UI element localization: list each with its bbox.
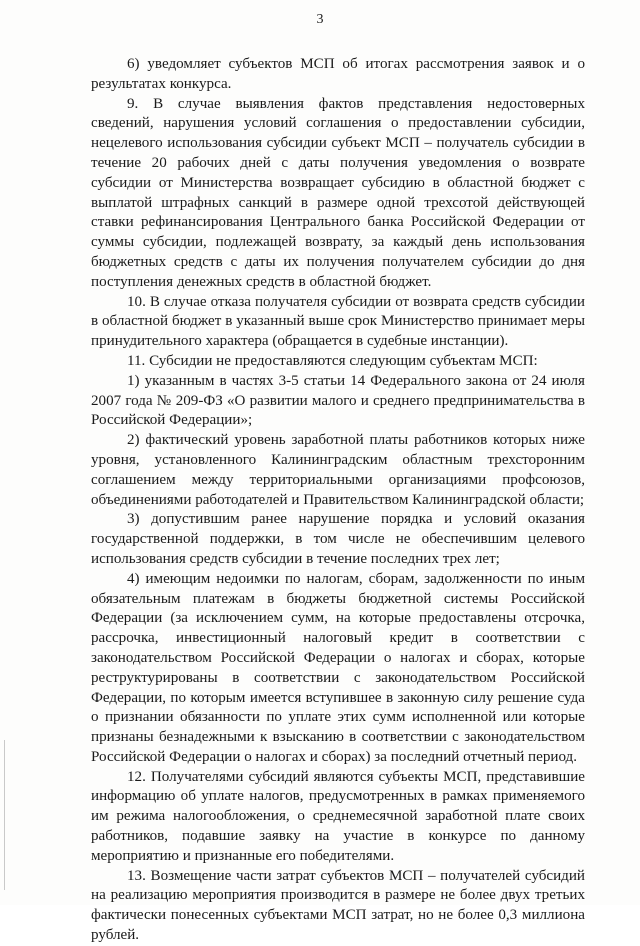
- page-number: 3: [316, 12, 324, 27]
- paragraph-11-item-2: 2) фактический уровень заработной платы работников которых ниже уровня, установленного Калининградским областным трехсторонним соглашением между территориальными организациями профсоюзов, объединениями работодателей и Правительством Калининградской области;: [91, 432, 585, 508]
- document-body: [91, 55, 585, 946]
- paragraph-11: 11. Субсидии не предоставляются следующим субъектам МСП:: [127, 352, 538, 369]
- paragraph-13: 13. Возмещение части затрат субъектов МСП – получателей субсидий на реализацию мероприятия производится в размере не более двух третьих фактически понесенных субъектами МСП затрат, но не более 0,3 миллиона рублей.: [91, 867, 585, 944]
- scan-margin-mark: [4, 740, 5, 890]
- paragraph-item-6: 6) уведомляет субъектов МСП об итогах рассмотрения заявок и о результатах конкурса.: [91, 56, 585, 92]
- paragraph-10: 10. В случае отказа получателя субсидии от возврата средств субсидии в областной бюджет в указанный выше срок Министерство принимает меры принудительного характера (обращается в судебные инстанции).: [91, 293, 585, 350]
- paragraph-11-item-3: 3) допустившим ранее нарушение порядка и условий оказания государственной поддержки, в том числе не обеспечившим целевого использования средств субсидии в течение последних трех лет;: [91, 511, 585, 567]
- paragraph-11-item-1: 1) указанным в частях 3-5 статьи 14 Федерального закона от 24 июля 2007 года № 209-ФЗ «О развитии малого и среднего предпринимательства в Российской Федерации»;: [91, 372, 585, 429]
- paragraph-12: 12. Получателями субсидий являются субъекты МСП, представившие информацию об уплате налогов, предусмотренных в рамках применяемого им режима налогообложения, о среднемесячной заработной плате своих работников, подавшие заявку на участие в конкурсе по данному мероприятию и признанные его победителями.: [91, 768, 585, 864]
- paragraph-9: 9. В случае выявления фактов представления недостоверных сведений, нарушения условий соглашения о предоставлении субсидии, нецелевого использования субсидии субъект МСП – получатель субсидии в течение 20 рабочих дней с даты получения уведомления о возврате субсидии от Министерства возвращает субсидию в областной бюджет с выплатой штрафных санкций в размере одной трехсотой действующей ставки рефинансирования Центрального банка Российской Федерации от суммы субсидии, подлежащей возврату, за каждый день использования бюджетных средств с даты их получения получателем субсидии до дня поступления денежных средств в областной бюджет.: [91, 95, 585, 290]
- paragraph-11-item-4: 4) имеющим недоимки по налогам, сборам, задолженности по иным обязательным платежам в бюджеты бюджетной системы Российской Федерации (за исключением сумм, на которые предоставлены отсрочка, рассрочка, инвестиционный налоговый кредит в соответствии с законодательством Российской Федерации о налогах и сборах, которые реструктурированы в соответствии с законодательством Российской Федерации, по которым имеется вступившее в законную силу решение суда о признании обязанности по уплате этих сумм исполненной или которые признаны безнадежными к взысканию в соответствии с законодательством Российской Федерации о налогах и сборах) за последний отчетный период.: [91, 570, 585, 765]
